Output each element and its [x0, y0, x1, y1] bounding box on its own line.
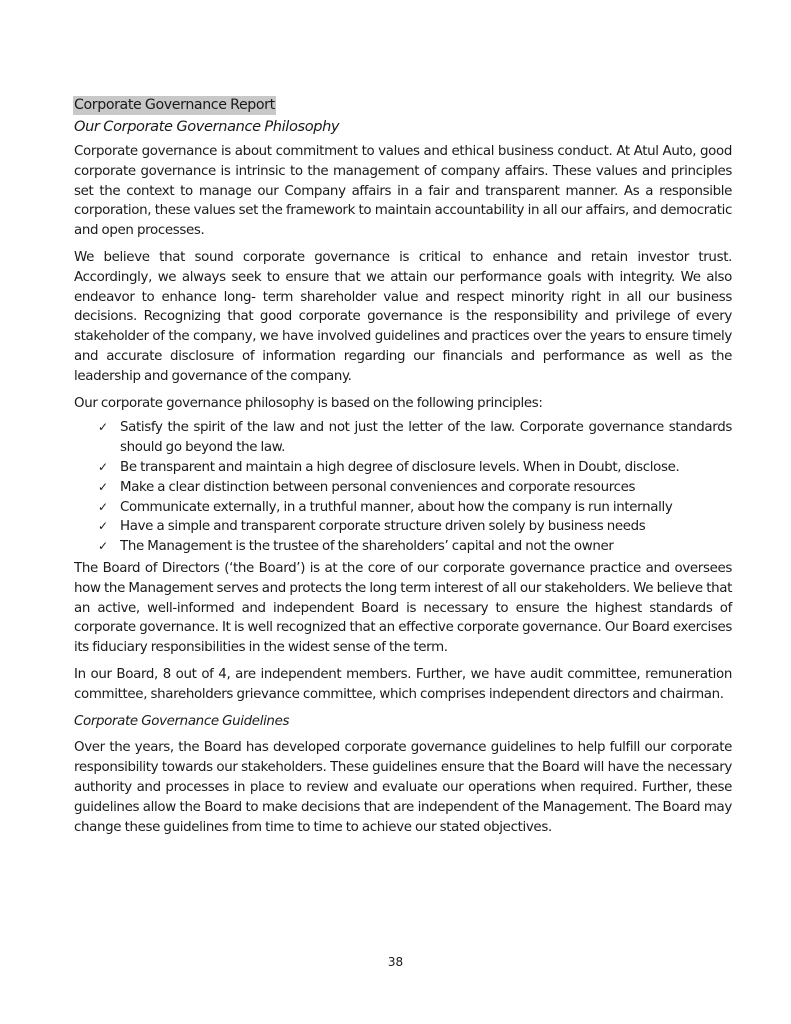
- list-item-text: Be transparent and maintain a high degree of disclosure levels. When in Doubt, disclose.: [120, 459, 680, 475]
- list-item: [98, 418, 732, 458]
- list-item: [98, 458, 732, 478]
- list-item-text: Satisfy the spirit of the law and not just the letter of the law. Corporate governance standards should go beyond the law.: [120, 420, 732, 456]
- paragraph-intro: Corporate governance is about commitment to values and ethical business conduct. At Atul Auto, good corporate governance is intrinsic to the management of company affairs. These values and principles set the context to manage our Company affairs in a fair and transparent manner. As a responsible corporation, these values set the framework to maintain accountability in all our affairs, and democratic and open processes.: [74, 144, 732, 239]
- list-item: [98, 478, 732, 498]
- paragraph-board-directors: The Board of Directors (‘the Board’) is at the core of our corporate governance practice and oversees how the Management serves and protects the long term interest of all our stakeholders. We believe that an active, well-informed and independent Board is necessary to ensure the highest standards of corporate governance. It is well recognized that an effective corporate governance. Our Board exercises its fiduciary responsibilities in the widest sense of the term.: [74, 560, 732, 656]
- checkmark-icon: ✓: [98, 499, 108, 514]
- paragraph-principles-lead: Our corporate governance philosophy is based on the following principles:: [74, 395, 543, 411]
- report-title: Corporate Governance Report: [74, 97, 275, 113]
- checkmark-icon: ✓: [98, 539, 108, 554]
- checkmark-icon: ✓: [98, 479, 108, 494]
- page-number: 38: [387, 955, 404, 969]
- section-heading-guidelines: Corporate Governance Guidelines: [74, 713, 290, 729]
- checkmark-icon: ✓: [98, 519, 108, 534]
- list-item: [98, 498, 732, 518]
- list-item-text: Communicate externally, in a truthful manner, about how the company is run internally: [120, 499, 673, 515]
- list-item: [98, 537, 732, 557]
- principles-list: [74, 418, 732, 557]
- list-item-text: The Management is the trustee of the shareholders’ capital and not the owner: [120, 539, 614, 555]
- list-item-text: Make a clear distinction between personal conveniences and corporate resources: [120, 479, 636, 495]
- paragraph-guidelines: Over the years, the Board has developed corporate governance guidelines to help fulfill our corporate responsibility towards our stakeholders. These guidelines ensure that the Board will have the necessary authority and processes in place to review and evaluate our operations when required. Further, these guidelines allow the Board to make decisions that are independent of the Management. The Board may change these guidelines from time to time to achieve our stated objectives.: [74, 740, 732, 835]
- paragraph-investor-trust: We believe that sound corporate governance is critical to enhance and retain investor trust. Accordingly, we always seek to ensure that we attain our performance goals with integrity. We also endeavor to enhance long- term shareholder value and respect minority right in all our business decisions. Recognizing that good corporate governance is the responsibility and privilege of every stakeholder of the company, we have involved guidelines and practices over the years to ensure timely and accurate disclosure of information regarding our financials and performance as well as the leadership and governance of the company.: [74, 249, 732, 384]
- checkmark-icon: ✓: [98, 420, 108, 435]
- section-heading-philosophy: Our Corporate Governance Philosophy: [74, 118, 340, 135]
- list-item: [98, 517, 732, 537]
- document-page: [74, 96, 732, 844]
- checkmark-icon: ✓: [98, 459, 108, 474]
- paragraph-board-composition: In our Board, 8 out of 4, are independent members. Further, we have audit committee, remuneration committee, shareholders grievance committee, which comprises independent directors and chairman.: [74, 666, 732, 702]
- list-item-text: Have a simple and transparent corporate structure driven solely by business needs: [120, 519, 646, 535]
